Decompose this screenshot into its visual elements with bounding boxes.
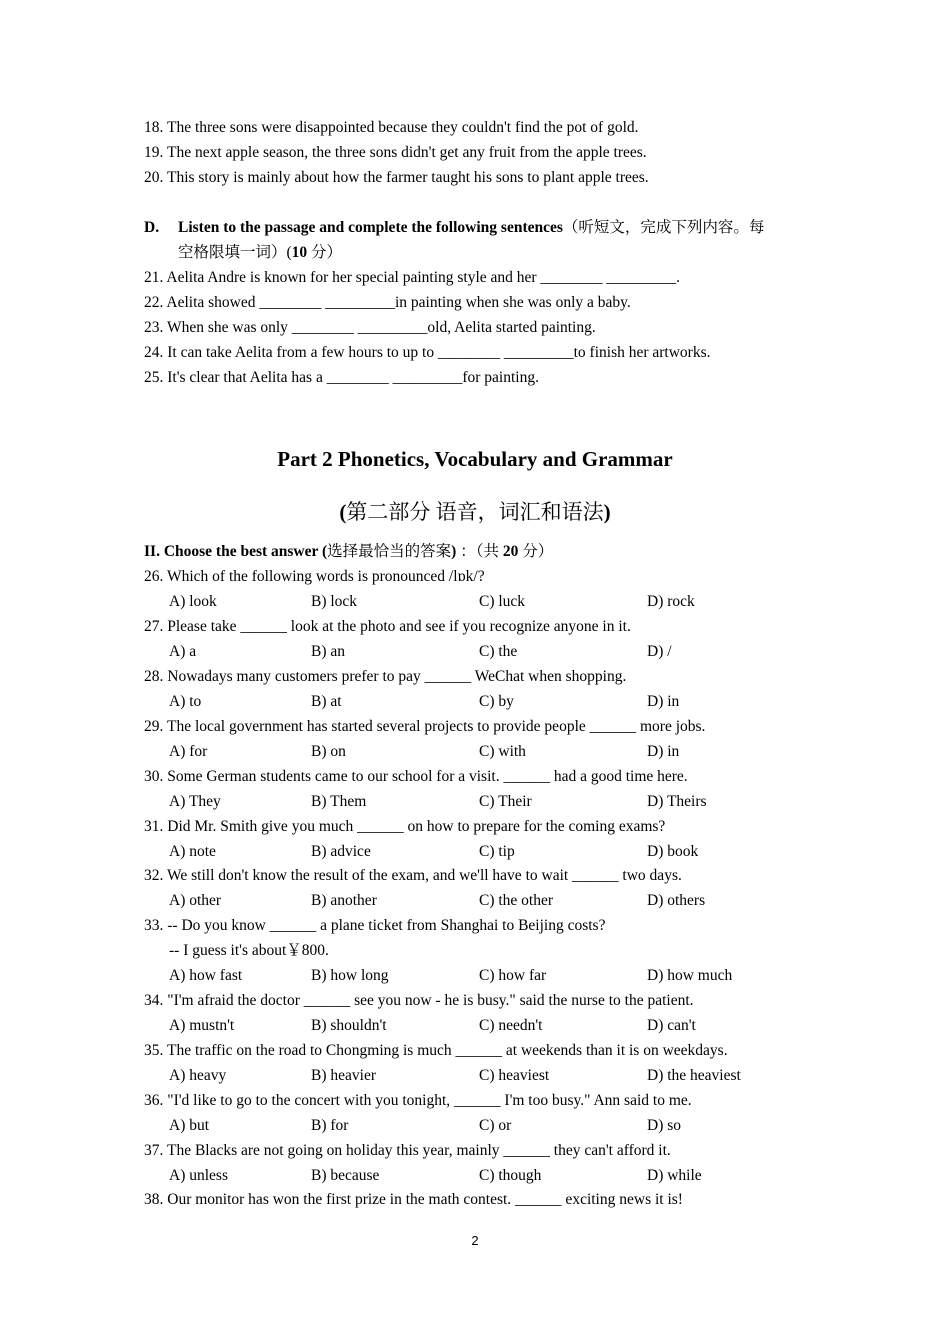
page-number: 2	[471, 1233, 479, 1248]
option-27-d: D) /	[647, 643, 672, 660]
option-29-a: A) for	[169, 743, 208, 760]
option-35-a: A) heavy	[169, 1067, 227, 1084]
statement-19: 19. The next apple season, the three sons didn't get any fruit from the apple trees.	[144, 144, 647, 161]
question-36: 36. "I'd like to go to the concert with you tonight, ______ I'm too busy." Ann said to me.	[144, 1092, 692, 1109]
statement-18: 18. The three sons were disappointed because they couldn't find the pot of gold.	[144, 119, 639, 136]
part2-subtitle	[0, 496, 950, 526]
option-32-a: A) other	[169, 892, 222, 909]
option-36-c: C) or	[479, 1117, 512, 1134]
option-33-d: D) how much	[647, 967, 733, 984]
option-31-a: A) note	[169, 843, 216, 860]
option-28-c: C) by	[479, 693, 514, 710]
option-28-a: A) to	[169, 693, 202, 710]
option-29-d: D) in	[647, 743, 680, 760]
option-32-d: D) others	[647, 892, 706, 909]
section-d-heading-cn: （听短文，完成下列内容。每	[562, 219, 765, 236]
option-27-a: A) a	[169, 643, 197, 660]
part2-subtitle-close: )	[603, 500, 611, 524]
section-d-letter: D.	[144, 219, 160, 236]
option-27-c: C) the	[479, 643, 518, 660]
question-29: 29. The local government has started several projects to provide people ______ more jobs.	[144, 718, 706, 735]
option-31-b: B) advice	[311, 843, 371, 860]
sentence-25: 25. It's clear that Aelita has a ________ _________for painting.	[144, 369, 539, 386]
question-33-reply: -- I guess it's about￥800.	[169, 942, 329, 959]
option-37-b: B) because	[311, 1167, 380, 1184]
option-36-b: B) for	[311, 1117, 349, 1134]
section-ii-heading-close: )	[451, 543, 461, 560]
part2-subtitle-cn: 第二部分 语音，词汇和语法	[346, 500, 604, 524]
part2-title: Part 2 Phonetics, Vocabulary and Grammar	[277, 447, 673, 471]
option-36-a: A) but	[169, 1117, 210, 1134]
option-35-d: D) the heaviest	[647, 1067, 741, 1084]
option-34-b: B) shouldn't	[311, 1017, 387, 1034]
option-26-b: B) lock	[311, 593, 358, 610]
question-33: 33. -- Do you know ______ a plane ticket from Shanghai to Beijing costs?	[144, 917, 606, 934]
section-d-heading-line2	[178, 243, 342, 263]
section-ii-heading-en: . Choose the best answer (	[156, 543, 328, 560]
option-30-d: D) Theirs	[647, 793, 707, 810]
option-28-b: B) at	[311, 693, 342, 710]
section-d-heading	[178, 218, 764, 238]
option-34-d: D) can't	[647, 1017, 696, 1034]
section-d-heading-cn2: 空格限填一词）(	[178, 244, 292, 261]
option-32-b: B) another	[311, 892, 377, 909]
question-27: 27. Please take ______ look at the photo and see if you recognize anyone in it.	[144, 618, 631, 635]
option-37-d: D) while	[647, 1167, 702, 1184]
option-26-c: C) luck	[479, 593, 526, 610]
section-d-heading-en: Listen to the passage and complete the following sentences	[178, 219, 563, 236]
question-30: 30. Some German students came to our school for a visit. ______ had a good time here.	[144, 768, 688, 785]
question-37: 37. The Blacks are not going on holiday this year, mainly ______ they can't afford it.	[144, 1142, 671, 1159]
option-34-c: C) needn't	[479, 1017, 543, 1034]
option-30-c: C) Their	[479, 793, 532, 810]
question-31: 31. Did Mr. Smith give you much ______ on how to prepare for the coming exams?	[144, 818, 666, 835]
section-ii-heading-cn: 选择最恰当的答案	[327, 543, 452, 560]
statement-20: 20. This story is mainly about how the farmer taught his sons to plant apple trees.	[144, 169, 649, 186]
option-37-c: C) though	[479, 1167, 542, 1184]
section-ii-numeral: II	[144, 543, 157, 560]
option-29-c: C) with	[479, 743, 526, 760]
part2-subtitle-open: (	[339, 500, 347, 524]
section-ii-heading	[144, 542, 553, 562]
option-36-d: D) so	[647, 1117, 682, 1134]
question-35: 35. The traffic on the road to Chongming is much ______ at weekends than it is on weekdays.	[144, 1042, 728, 1059]
option-31-c: C) tip	[479, 843, 515, 860]
section-d-heading-cn3: 分）	[307, 244, 343, 261]
sentence-22: 22. Aelita showed ________ _________in painting when she was only a baby.	[144, 294, 631, 311]
option-32-c: C) the other	[479, 892, 554, 909]
option-37-a: A) unless	[169, 1167, 228, 1184]
option-31-d: D) book	[647, 843, 699, 860]
sentence-24: 24. It can take Aelita from a few hours to up to ________ _________to finish her artworks.	[144, 344, 711, 361]
option-30-a: A) They	[169, 793, 221, 810]
question-26: 26. Which of the following words is pronounced /lɒk/?	[144, 568, 485, 585]
section-d-points: 10	[291, 244, 308, 261]
section-ii-heading-cn2: ：（共	[460, 543, 503, 560]
question-28: 28. Nowadays many customers prefer to pay ______ WeChat when shopping.	[144, 668, 627, 685]
option-34-a: A) mustn't	[169, 1017, 235, 1034]
option-35-c: C) heaviest	[479, 1067, 550, 1084]
sentence-23: 23. When she was only ________ _________old, Aelita started painting.	[144, 319, 596, 336]
option-35-b: B) heavier	[311, 1067, 376, 1084]
sentence-21: 21. Aelita Andre is known for her special painting style and her ________ _________.	[144, 269, 680, 286]
question-32: 32. We still don't know the result of the exam, and we'll have to wait ______ two days.	[144, 867, 682, 884]
option-33-b: B) how long	[311, 967, 389, 984]
option-33-c: C) how far	[479, 967, 547, 984]
option-29-b: B) on	[311, 743, 346, 760]
option-28-d: D) in	[647, 693, 680, 710]
question-34: 34. "I'm afraid the doctor ______ see you now - he is busy." said the nurse to the patient.	[144, 992, 694, 1009]
option-27-b: B) an	[311, 643, 346, 660]
question-38: 38. Our monitor has won the first prize in the math contest. ______ exciting news it is!	[144, 1191, 683, 1208]
section-ii-heading-cn3: 分）	[518, 543, 554, 560]
option-26-a: A) look	[169, 593, 217, 610]
option-30-b: B) Them	[311, 793, 367, 810]
section-ii-points: 20	[502, 543, 519, 560]
option-26-d: D) rock	[647, 593, 695, 610]
option-33-a: A) how fast	[169, 967, 243, 984]
